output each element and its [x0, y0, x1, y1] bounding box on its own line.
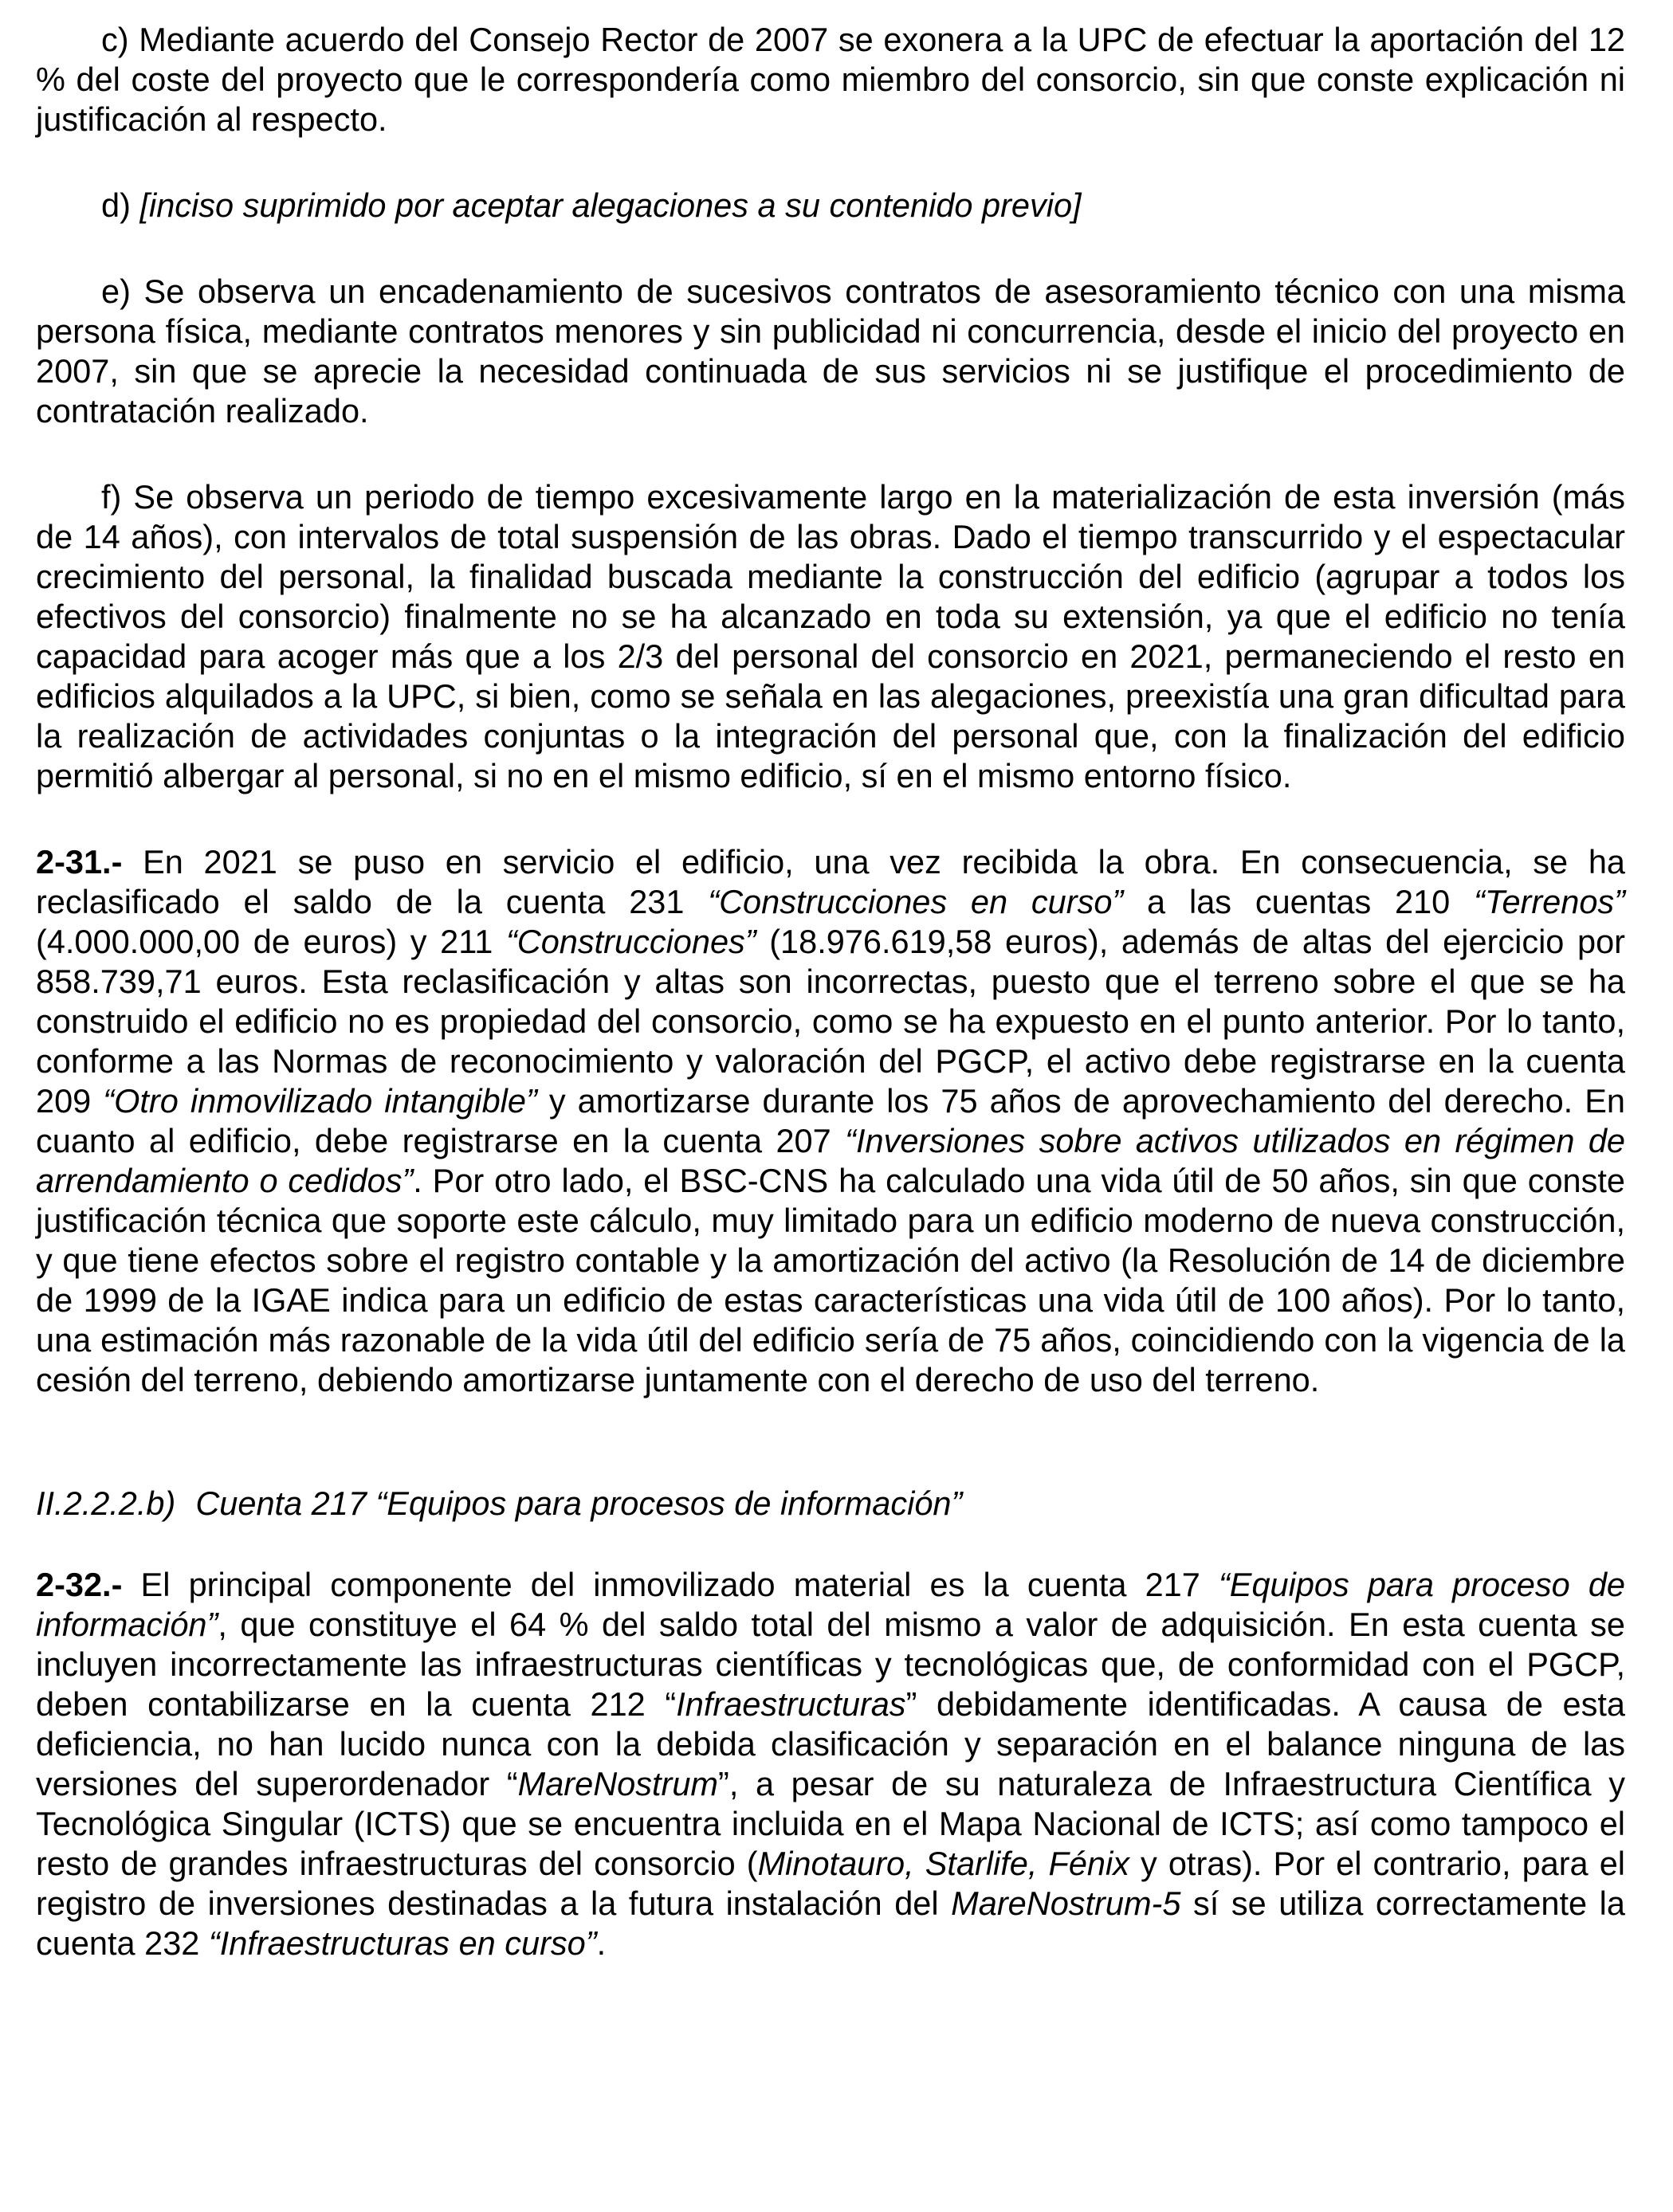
text-run-italic: “Construcciones” — [505, 923, 756, 960]
text-run: . Por otro lado, el BSC-CNS ha calculado una vida útil de 50 años, sin que conste justificación técnica que soporte este cálculo, muy limitado para un edificio moderno de nueva construcción, y que tiene efectos sobre el registro contable y la amortización del activo (la Resolución de 14 de diciembre de 1999 de la IGAE indica para un edificio de estas características una vida útil de 100 años). Por lo tanto, una estimación más razonable de la vida útil del edificio sería de 75 años, coincidiendo con la vigencia de la cesión del terreno, debiendo amortizarse juntamente con el derecho de uso del terreno. — [36, 1162, 1625, 1398]
text-run: El principal componente del inmovilizado material es la cuenta 217 — [122, 1566, 1219, 1603]
text-run: y amortizarse durante los 75 años de aprovechamiento del derecho. En cuanto al edificio, debe registrarse en la cuenta 207 — [36, 1082, 1625, 1159]
text-run: sí se utiliza correctamente la cuenta 232 — [36, 1885, 1625, 1962]
text-run: d) — [101, 186, 140, 224]
text-run: y otras). Por el contrario, para el registro de inversiones destinadas a la futura instalación del — [36, 1845, 1625, 1922]
text-run: . — [596, 1924, 607, 1962]
text-run: a las cuentas 210 — [1123, 883, 1475, 920]
text-run-italic: “Inversiones sobre activos utilizados en régimen de arrendamiento o cedidos” — [36, 1122, 1625, 1199]
text-run-italic: MareNostrum — [517, 1765, 719, 1802]
text-run-italic: Minotauro, Starlife, Fénix — [757, 1845, 1129, 1882]
paragraph-point-2-32 — [36, 1565, 1625, 1963]
text-run: ”, a pesar de su naturaleza de Infraestructura Científica y Tecnológica Singular (ICTS) que se encuentra incluida en el Mapa Nacional de ICTS; así como tampoco el resto de grandes infraestructuras del consorcio ( — [36, 1765, 1625, 1882]
paragraph-point-2-31 — [36, 842, 1625, 1400]
text-run: e) Se observa un encadenamiento de sucesivos contratos de asesoramiento técnico con una misma persona física, mediante contratos menores y sin publicidad ni concurrencia, desde el inicio del proyecto en 2007, sin que se aprecie la necesidad continuada de sus servicios ni se justifique el procedimiento de contratación realizado. — [36, 273, 1625, 429]
paragraph-number: 2-31.- — [36, 843, 123, 880]
text-run: , que constituye el 64 % del saldo total del mismo a valor de adquisición. En esta cuenta se incluyen incorrectamente las infraestructuras científicas y tecnológicas que, de conformidad con el PGCP, deben contabilizarse en la cuenta 212 “ — [36, 1606, 1625, 1723]
text-run: f) Se observa un periodo de tiempo excesivamente largo en la materialización de esta inversión (más de 14 años), con intervalos de total suspensión de las obras. Dado el tiempo transcurrido y el espectacular crecimiento del personal, la finalidad buscada mediante la construcción del edificio (agrupar a todos los efectivos del consorcio) finalmente no se ha alcanzado en toda su extensión, ya que el edificio no tenía capacidad para acoger más que a los 2/3 del personal del consorcio en 2021, permaneciendo el resto en edificios alquilados a la UPC, si bien, como se señala en las alegaciones, preexistía una gran dificultad para la realización de actividades conjuntas o la integración del personal que, con la finalización del edificio permitió albergar al personal, si no en el mismo edificio, sí en el mismo entorno físico. — [36, 478, 1625, 794]
text-run-italic: “Construcciones en curso” — [708, 883, 1124, 920]
text-run-italic: “Equipos para proceso de información” — [36, 1566, 1625, 1643]
text-run-italic: MareNostrum-5 — [951, 1885, 1181, 1922]
text-run-italic: “Infraestructuras en curso” — [208, 1924, 597, 1962]
text-run-italic: Infraestructuras — [676, 1685, 906, 1723]
paragraph-item-d — [36, 186, 1625, 226]
text-run: c) Mediante acuerdo del Consejo Rector de 2007 se exonera a la UPC de efectuar la aportación del 12 % del coste del proyecto que le correspondería como miembro del consorcio, sin que conste explicación ni justificación al respecto. — [36, 21, 1625, 138]
text-run-italic: [inciso suprimido por aceptar alegaciones a su contenido previo] — [139, 186, 1082, 224]
text-run-italic: “Terrenos” — [1474, 883, 1625, 920]
paragraph-item-c — [36, 20, 1625, 139]
section-heading-number: II.2.2.2.b) — [36, 1484, 176, 1522]
paragraph-item-f — [36, 477, 1625, 796]
text-run: ” debidamente identificadas. A causa de esta deficiencia, no han lucido nunca con la debida clasificación y separación en el balance ninguna de las versiones del superordenador “ — [36, 1685, 1625, 1802]
text-run: En 2021 se puso en servicio el edificio, una vez recibida la obra. En consecuencia, se ha reclasificado el saldo de la cuenta 231 — [36, 843, 1625, 920]
text-run: (18.976.619,58 euros), además de altas del ejercicio por 858.739,71 euros. Esta reclasificación y altas son incorrectas, puesto que el terreno sobre el que se ha construido el edificio no es propiedad del consorcio, como se ha expuesto en el punto anterior. Por lo tanto, conforme a las Normas de reconocimiento y valoración del PGCP, el activo debe registrarse en la cuenta 209 — [36, 923, 1625, 1120]
section-heading — [36, 1484, 1625, 1524]
paragraph-number: 2-32.- — [36, 1566, 123, 1603]
text-run: (4.000.000,00 de euros) y 211 — [36, 923, 506, 960]
paragraph-item-e — [36, 272, 1625, 431]
text-run-italic: “Otro inmovilizado intangible” — [103, 1082, 537, 1120]
section-heading-title: Cuenta 217 “Equipos para procesos de información” — [195, 1484, 963, 1522]
